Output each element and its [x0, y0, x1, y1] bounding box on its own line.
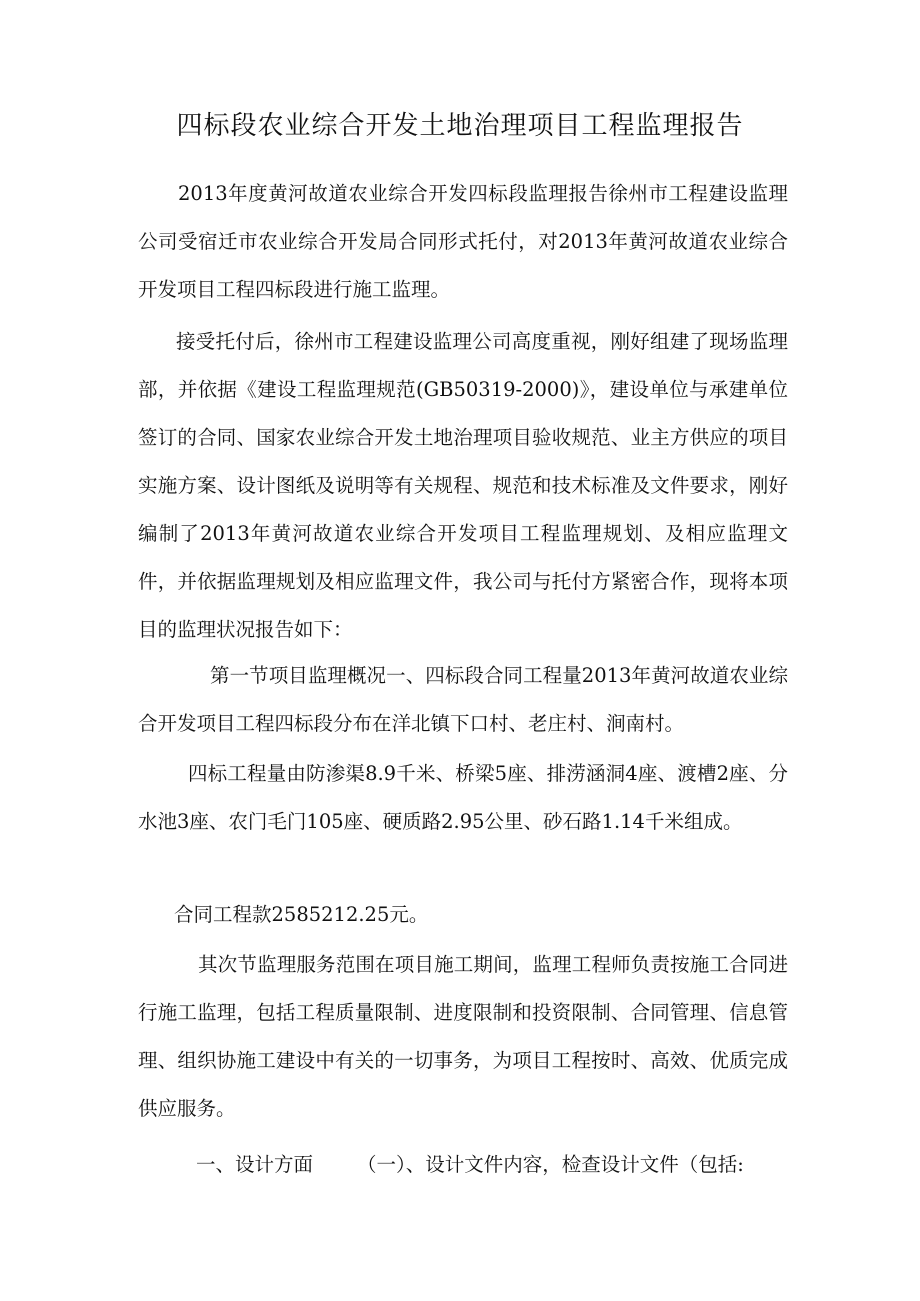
design-subheading: （一）、设计文件内容，检查设计文件（包括:	[357, 1153, 744, 1176]
design-heading-label: 一、设计方面	[196, 1153, 314, 1176]
paragraph-section-one: 第一节项目监理概况一、四标段合同工程量2013年黄河故道农业综合开发项目工程四标段分布在洋北镇下口村、老庄村、涧南村。	[138, 664, 788, 735]
paragraph-design-heading	[138, 1141, 788, 1189]
paragraph-section-two: 其次节监理服务范围在项目施工期间，监理工程师负责按施工合同进行施工监理，包括工程质量限制、进度限制和投资限制、合同管理、信息管理、组织协施工建设中有关的一切事务，为项目工程按时、高效、优质完成供应服务。	[138, 953, 788, 1120]
paragraph-quantities: 四标工程量由防渗渠8.9千米、桥梁5座、排涝涵洞4座、渡槽2座、分水池3座、农门毛门105座、硬质路2.95公里、砂石路1.14千米组成。	[138, 762, 788, 833]
paragraph-contract-amount: 合同工程款2585212.25元。	[174, 903, 429, 926]
document-title: 四标段农业综合开发土地治理项目工程监理报告	[176, 111, 744, 141]
paragraph-intro: 2013年度黄河故道农业综合开发四标段监理报告徐州市工程建设监理公司受宿迁市农业综合开发局合同形式托付，对2013年黄河故道农业综合开发项目工程四标段进行施工监理。	[138, 182, 788, 301]
paragraph-commission: 接受托付后，徐州市工程建设监理公司高度重视，刚好组建了现场监理部，并依据《建设工程监理规范(GB50319-2000)》，建设单位与承建单位签订的合同、国家农业综合开发土地治理项目验收规范、业主方供应的项目实施方案、设计图纸及说明等有关规程、规范和技术标准及文件要求，刚好编制了2013年黄河故道农业综合开发项目工程监理规划、及相应监理文件，并依据监理规划及相应监理文件，我公司与托付方紧密合作，现将本项目的监理状况报告如下：	[138, 330, 788, 641]
